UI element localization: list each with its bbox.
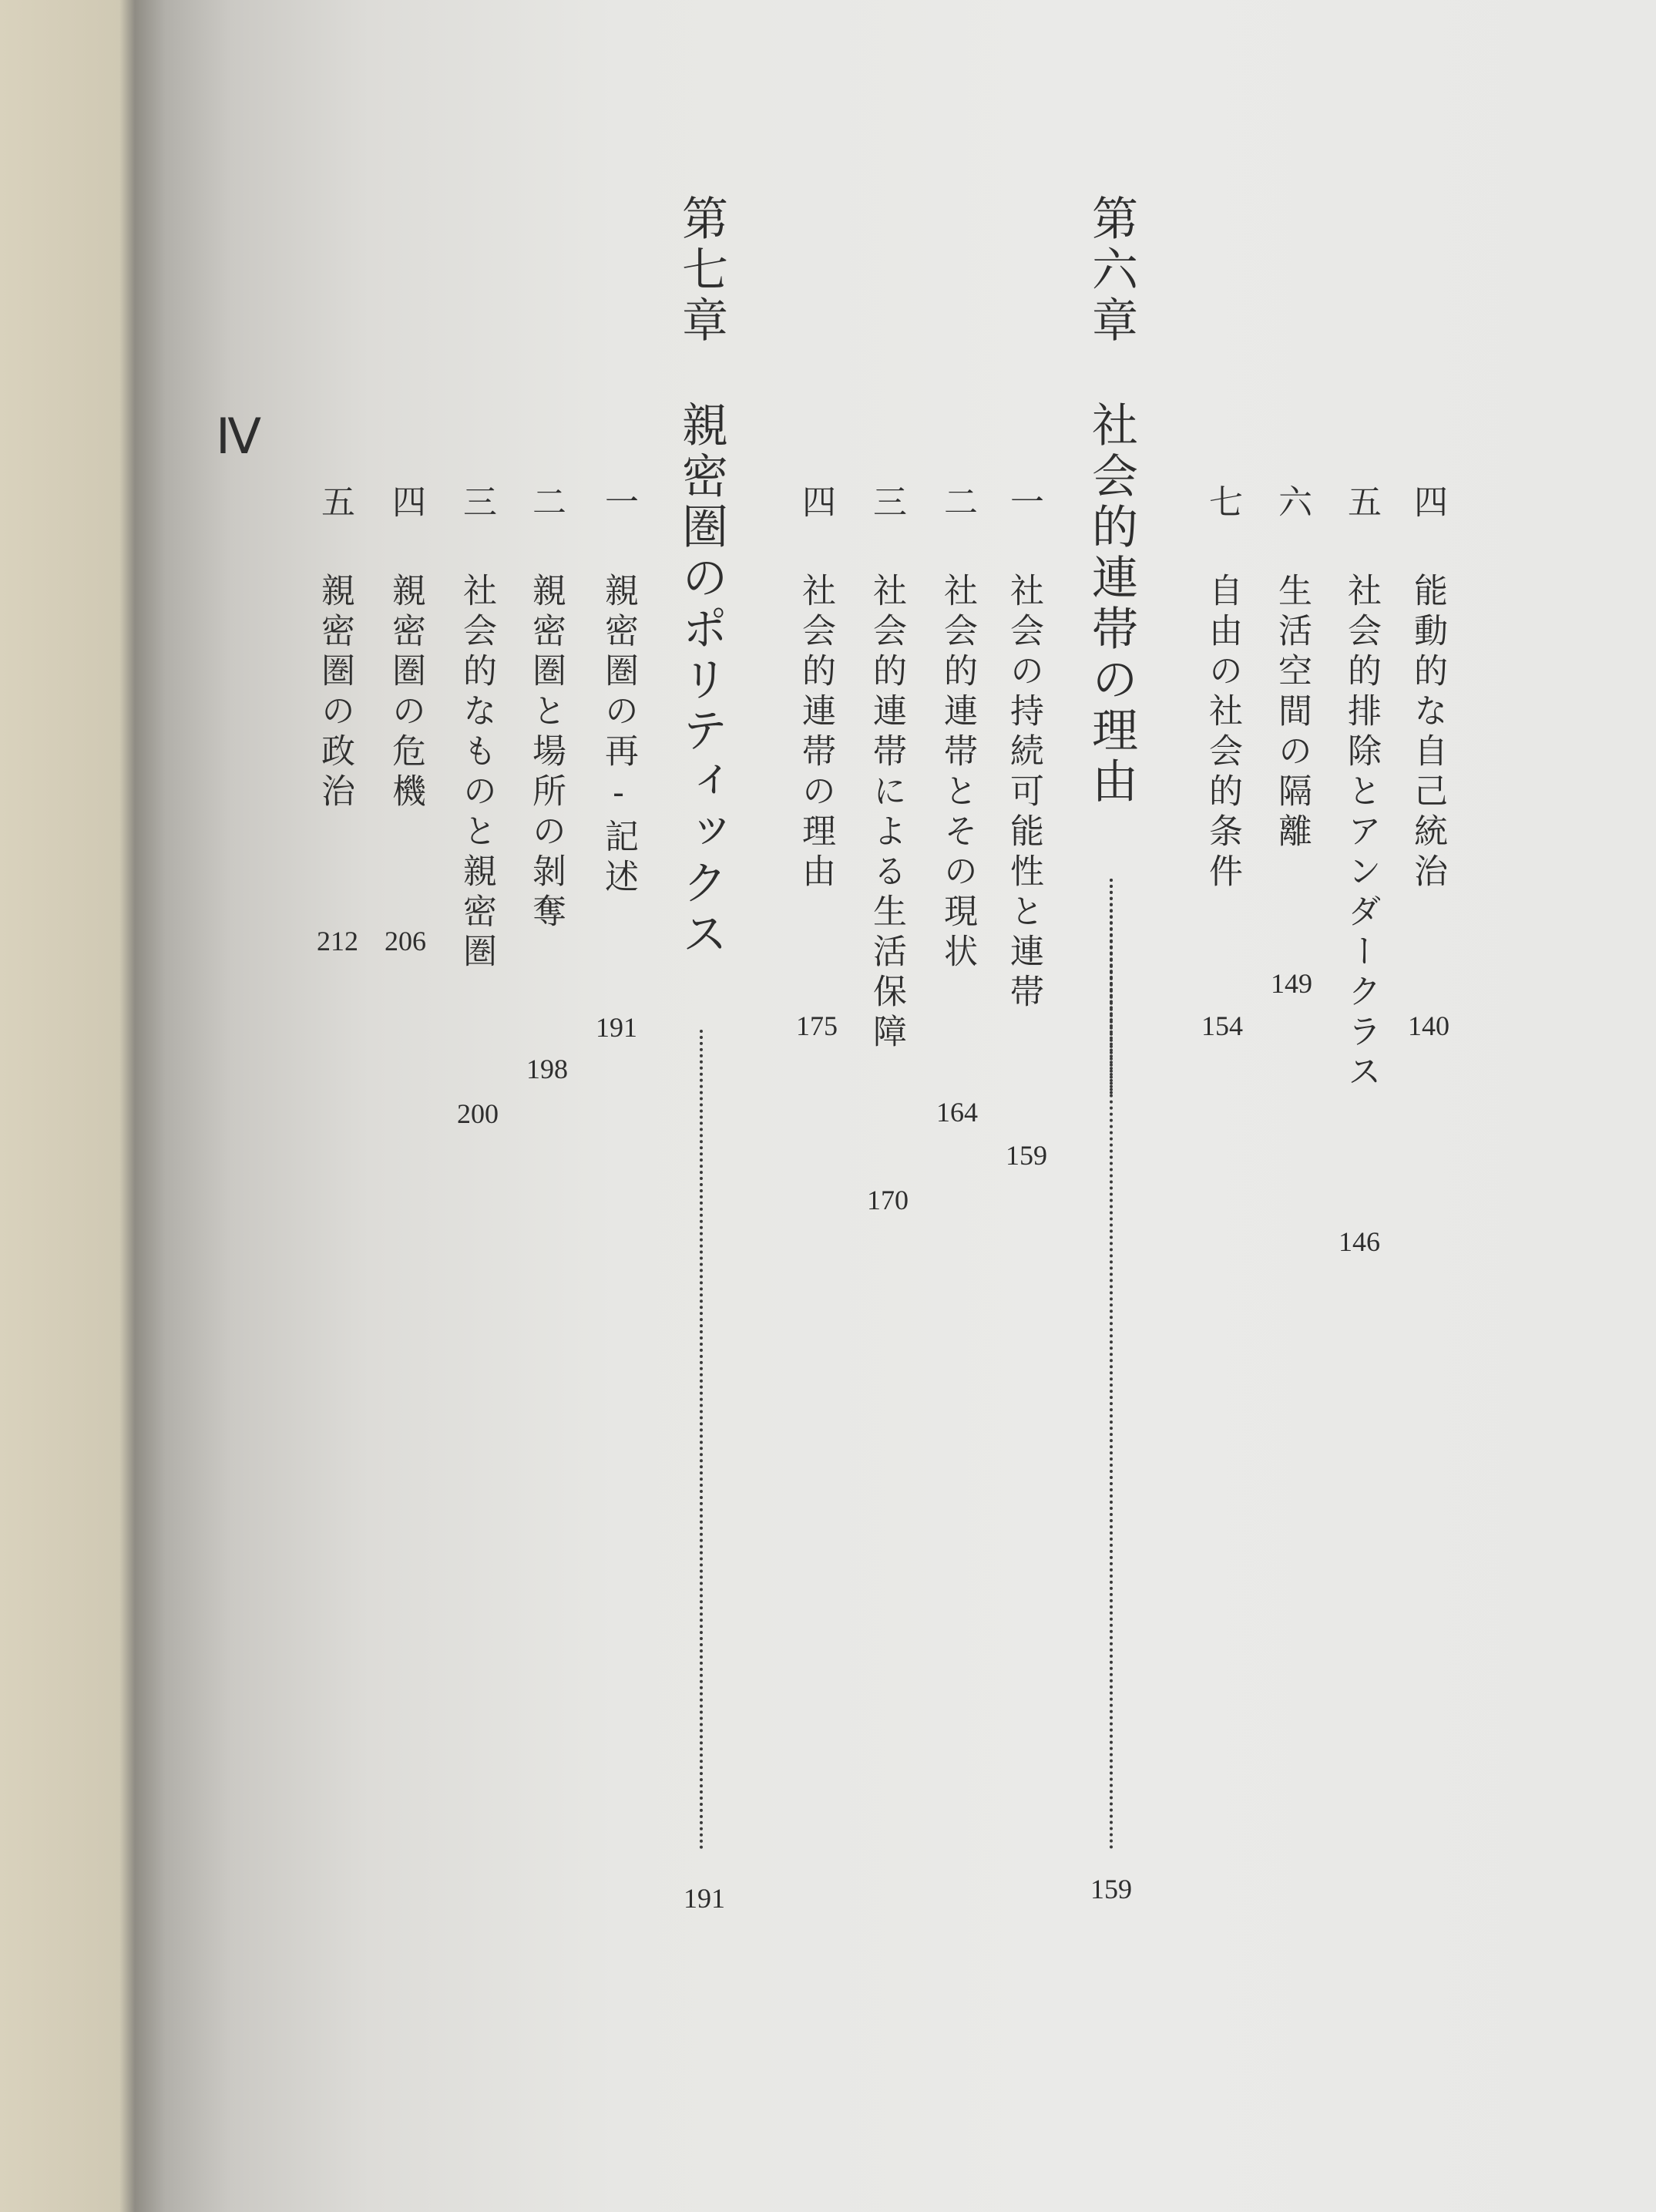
toc-section-number: 五	[1342, 484, 1381, 524]
toc-section-number: 一	[1004, 484, 1043, 524]
toc-section-number: 四	[386, 484, 425, 524]
part-label: Ⅳ	[216, 409, 262, 464]
toc-section-number: 五	[315, 484, 354, 524]
toc-page-number: 154	[1201, 1010, 1243, 1041]
dot-leader	[1110, 879, 1113, 1850]
toc-page-number: 175	[796, 1010, 838, 1041]
toc-page-number: 170	[867, 1185, 909, 1215]
toc-section-number: 六	[1272, 484, 1312, 524]
toc-page-number: 159	[1006, 1140, 1047, 1171]
toc-page-number: 198	[526, 1054, 568, 1084]
toc-page-number: 164	[936, 1097, 978, 1128]
toc-section-title: 親密圏の再‐記述	[599, 573, 638, 899]
chapter-page-number: 191	[684, 1883, 725, 1914]
toc-section-title: 社会の持続可能性と連帯	[1004, 573, 1043, 1014]
toc-section-title: 社会的なものと親密圏	[457, 573, 496, 973]
toc-page-number: 140	[1408, 1010, 1449, 1041]
chapter-number: 第六章	[1084, 194, 1138, 347]
toc-section-title: 社会的連帯の理由	[796, 573, 835, 893]
toc-section-title: 自由の社会的条件	[1203, 573, 1242, 893]
chapter-page-number: 159	[1090, 1874, 1132, 1904]
toc-page-number: 191	[596, 1012, 637, 1043]
toc-section-title: 社会的連帯による生活保障	[867, 573, 906, 1054]
toc-section-number: 三	[457, 484, 496, 524]
toc-section-title: 能動的な自己統治	[1408, 573, 1447, 893]
toc-page-number: 146	[1339, 1226, 1380, 1257]
toc-section-title: 生活空間の隔離	[1272, 573, 1312, 853]
chapter-title: 親密圏のポリティックス	[674, 401, 728, 960]
dot-leader	[700, 1030, 703, 1850]
toc-page-number: 200	[457, 1098, 499, 1129]
toc-section-number: 一	[599, 484, 638, 524]
toc-section-title: 親密圏の危機	[386, 573, 425, 813]
toc-section-number: 四	[1408, 484, 1447, 524]
toc-section-number: 三	[867, 484, 906, 524]
toc-section-title: 社会的排除とアンダークラス	[1342, 573, 1381, 1094]
toc-page-number: 212	[317, 926, 358, 956]
toc-section-title: 親密圏と場所の剝奪	[526, 573, 566, 933]
toc-section-number: 四	[796, 484, 835, 524]
chapter-title: 社会的連帯の理由	[1084, 401, 1138, 808]
toc-section-number: 二	[526, 484, 566, 524]
toc-page-number: 149	[1271, 968, 1312, 999]
toc-section-number: 七	[1203, 484, 1242, 524]
toc-section-title: 親密圏の政治	[315, 573, 354, 813]
toc-section-number: 二	[938, 484, 977, 524]
chapter-number: 第七章	[674, 194, 728, 347]
toc-section-title: 社会的連帯とその現状	[938, 573, 977, 973]
toc-page-number: 206	[385, 926, 426, 956]
